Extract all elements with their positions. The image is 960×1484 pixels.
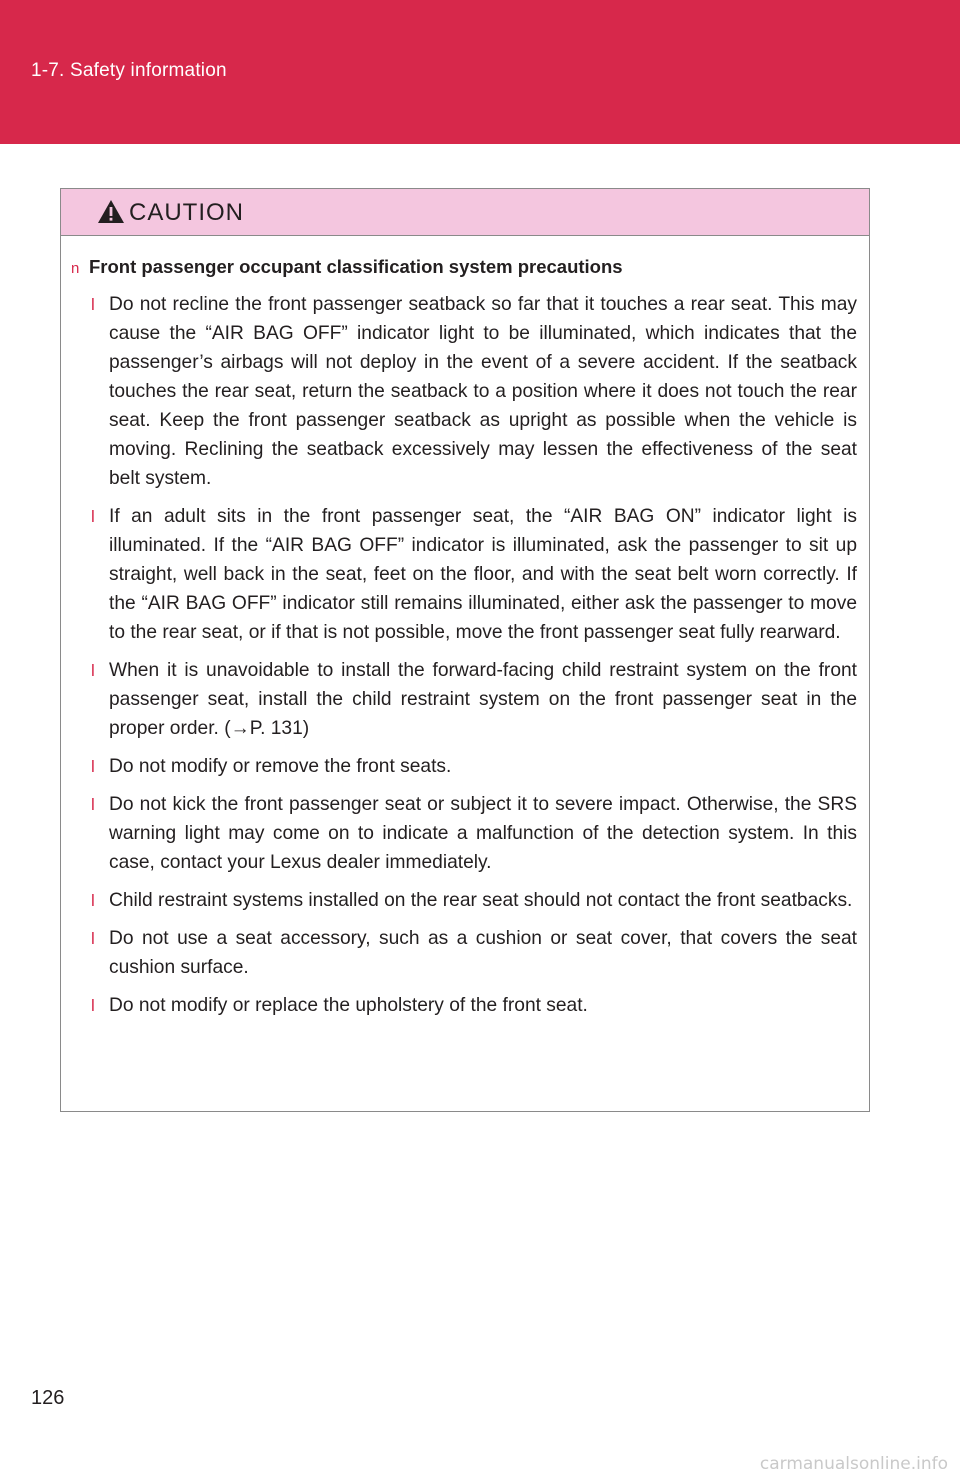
list-item: [71, 886, 857, 915]
list-item-text: Child restraint systems installed on the rear seat should not contact the front seatbacks.: [109, 890, 853, 911]
bullet-icon: l: [91, 795, 95, 814]
caution-header: [61, 189, 869, 236]
list-item-text: Do not recline the front passenger seatback so far that it touches a rear seat. This may cause the “AIR BAG OFF” indicator light to be illuminated, which indicates that the passenger’s airbags will not deploy in the event of a severe accident. If the seatback touches the rear seat, return the seatback to a position where it does not touch the rear seat. Keep the front passenger seatback as upright as possible when the vehicle is moving. Reclining the seatback excessively may lessen the effectiveness of the seat belt system.: [109, 294, 857, 489]
caution-body: [61, 236, 869, 1020]
section-title: 1-7. Safety information: [31, 60, 227, 81]
caution-label: CAUTION: [129, 199, 244, 226]
bullet-icon: l: [91, 996, 95, 1015]
list-item: [71, 790, 857, 877]
list-item: [71, 502, 857, 647]
caution-box: [60, 188, 870, 1112]
bullet-icon: l: [91, 661, 95, 680]
header-band: [0, 0, 960, 144]
bullet-icon: l: [91, 295, 95, 314]
list-item: [71, 290, 857, 493]
watermark: carmanualsonline.info: [759, 1454, 948, 1474]
list-item-text: Do not modify or replace the upholstery of the front seat.: [109, 995, 588, 1016]
caution-list: [71, 290, 857, 1020]
list-item-text: Do not use a seat accessory, such as a cushion or seat cover, that covers the seat cushion surface.: [109, 928, 857, 978]
bullet-icon: l: [91, 507, 95, 526]
list-item: [71, 656, 857, 743]
list-item-text: When it is unavoidable to install the forward-facing child restraint system on the front passenger seat, install the child restraint system on the front passenger seat in the proper order. (→P. 131): [109, 660, 857, 739]
bullet-icon: l: [91, 929, 95, 948]
list-item: [71, 752, 857, 781]
warning-triangle-icon: [97, 199, 125, 224]
subhead-text: Front passenger occupant classification system precautions: [89, 256, 623, 277]
bullet-icon: l: [91, 757, 95, 776]
subhead-bullet-icon: n: [71, 260, 80, 277]
list-item-text: If an adult sits in the front passenger seat, the “AIR BAG ON” indicator light is illuminated. If the “AIR BAG OFF” indicator is illuminated, ask the passenger to sit up straight, well back in the seat, feet on the floor, and with the seat belt worn correctly. If the “AIR BAG OFF” indicator still remains illuminated, either ask the passenger to move to the rear seat, or if that is not possible, move the front passenger seat fully rearward.: [109, 506, 857, 643]
list-item-text: Do not modify or remove the front seats.: [109, 756, 452, 777]
caution-subhead: [71, 256, 857, 278]
list-item: [71, 991, 857, 1020]
page-number: 126: [31, 1387, 65, 1409]
list-item: [71, 924, 857, 982]
bullet-icon: l: [91, 891, 95, 910]
list-item-text: Do not kick the front passenger seat or subject it to severe impact. Otherwise, the SRS warning light may come on to indicate a malfunction of the detection system. In this case, contact your Lexus dealer immediately.: [109, 794, 857, 873]
